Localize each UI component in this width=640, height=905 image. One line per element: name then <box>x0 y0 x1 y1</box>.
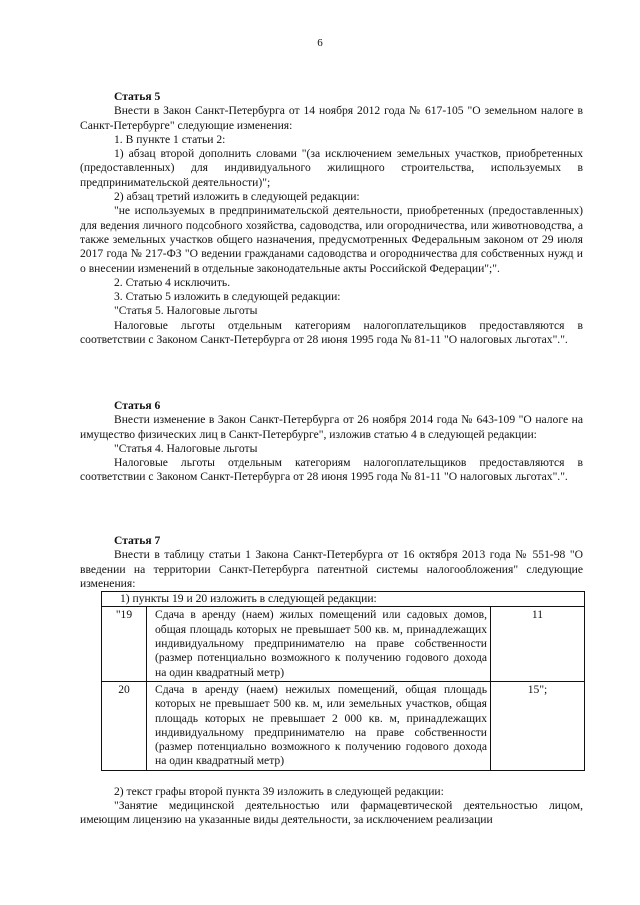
article-6-intro: Внести изменение в Закон Санкт-Петербурга от 26 ноября 2014 года № 643-109 "О налоге на имущество физических лиц в Санкт-Петербурге", изложив статью 4 в следующей редакции: <box>80 413 583 441</box>
table-row <box>102 607 585 681</box>
article-5-heading: Статья 5 <box>114 90 161 103</box>
article-6-new-title: "Статья 4. Налоговые льготы <box>114 441 258 455</box>
article-7 <box>80 534 583 828</box>
row-value: 15"; <box>491 681 585 770</box>
article-6 <box>80 399 583 485</box>
article-5-clause-1-2: 2) абзац третий изложить в следующей редакции: <box>114 190 360 204</box>
patent-table <box>101 606 585 770</box>
table-row <box>102 681 585 770</box>
article-6-new-text: Налоговые льготы отдельным категориям налогоплательщиков предоставляются в соответствии с Законом Санкт-Петербурга от 28 июня 1995 года № 81-11 "О налоговых льготах".". <box>80 456 583 484</box>
article-7-item-1: 1) пункты 19 и 20 изложить в следующей редакции: <box>101 591 585 606</box>
article-5-new-title: "Статья 5. Налоговые льготы <box>114 304 258 318</box>
row-text: Сдача в аренду (наем) жилых помещений или садовых домов, общая площадь которых не превышает 500 кв. м, принадлежащих индивидуальному предпринимателю на праве собственности (размер потенциально возможного к получению годового дохода на один квадратный метр) <box>147 607 491 681</box>
article-5-clause-2: 2. Статью 4 исключить. <box>114 275 231 289</box>
row-value: 11 <box>491 607 585 681</box>
row-number: "19 <box>102 607 147 681</box>
article-5-clause-1-1: 1) абзац второй дополнить словами "(за исключением земельных участков, приобретенных (предоставленных) для индивидуального жилищного строительства, используемых в предпринимательской деятельности)"; <box>80 147 583 189</box>
article-5-clause-1-2-text: "не используемых в предпринимательской деятельности, приобретенных (предоставленных) для ведения личного подсобного хозяйства, садоводства, или огородничества, или животноводства, а также земельных участков общего назначения, предусмотренных Федеральным законом от 29 июля 2017 года № 217-ФЗ "О ведении гражданами садоводства и огородничества для собственных нужд и о внесении изменений в отдельные законодательные акты Российской Федерации";". <box>80 204 583 275</box>
page-number: 6 <box>317 37 323 49</box>
article-7-intro: Внести в таблицу статьи 1 Закона Санкт-Петербурга от 16 октября 2013 года № 551-98 "О введении на территории Санкт-Петербурга патентной системы налогообложения" следующие изменения: <box>80 548 583 590</box>
article-5-intro: Внести в Закон Санкт-Петербурга от 14 ноября 2012 года № 617-105 "О земельном налоге в Санкт-Петербурге" следующие изменения: <box>80 104 583 132</box>
article-5-clause-1: 1. В пункте 1 статьи 2: <box>114 132 226 146</box>
article-6-heading: Статья 6 <box>114 399 161 412</box>
article-5-new-text: Налоговые льготы отдельным категориям налогоплательщиков предоставляются в соответствии с Законом Санкт-Петербурга от 28 июня 1995 года № 81-11 "О налоговых льготах".". <box>80 318 583 347</box>
row-text: Сдача в аренду (наем) нежилых помещений, общая площадь которых не превышает 500 кв. м, или земельных участков, общая площадь которых не превышает 2 000 кв. м, принадлежащих индивидуальному предпринимателю на праве собственности (размер потенциально возможного к получению годового дохода на один квадратный метр) <box>147 681 491 770</box>
article-5 <box>80 90 583 347</box>
article-5-clause-3: 3. Статью 5 изложить в следующей редакции: <box>114 290 341 304</box>
article-7-heading: Статья 7 <box>114 534 161 547</box>
article-7-item-2-text: "Занятие медицинской деятельностью или фармацевтической деятельностью лицом, имеющим лицензию на указанные виды деятельности, за исключением реализации <box>80 799 583 827</box>
row-number: 20 <box>102 681 147 770</box>
article-7-item-2: 2) текст графы второй пункта 39 изложить в следующей редакции: <box>114 784 444 798</box>
